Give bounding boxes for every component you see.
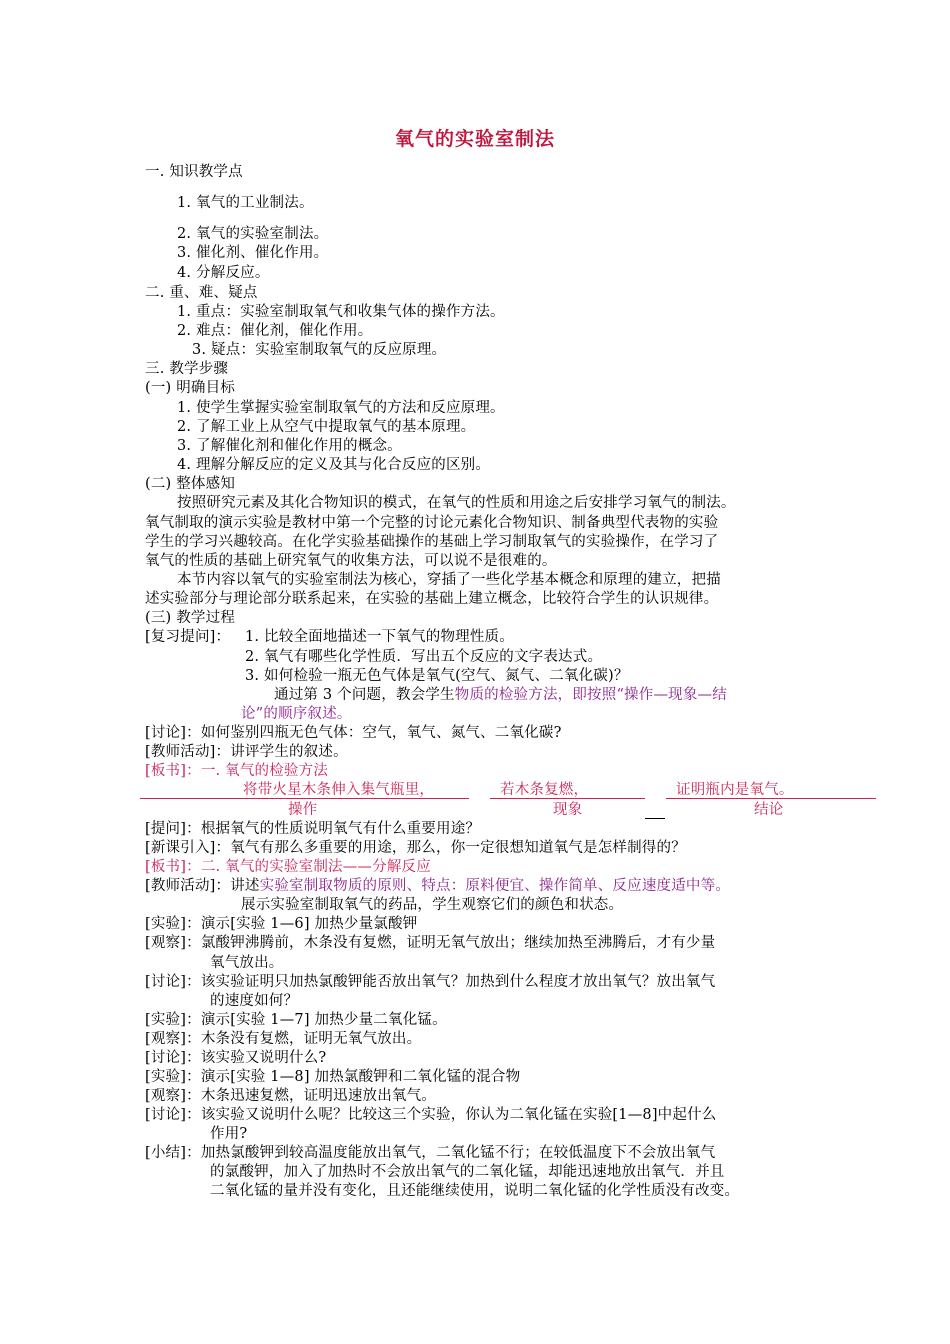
- observation: [观察]：氯酸钾沸腾前，木条没有复燃，证明无氧气放出；继续加热至沸腾后，才有少量: [145, 935, 716, 951]
- board-note-2: [板书]：二. 氧气的实验室制法——分解反应: [145, 859, 431, 875]
- paragraph-line: 本节内容以氧气的实验室制法为核心，穿插了一些化学基本概念和原理的建立，把描: [177, 572, 721, 588]
- section-heading-2: 二. 重、难、疑点: [145, 285, 258, 301]
- discussion: [讨论]：该实验又说明什么呢？比较这三个实验，你认为二氧化锰在实验[1—8]中起什么: [145, 1107, 717, 1123]
- review-item: 3. 如何检验一瓶无色气体是氧气(空气、氮气、二氧化碳)？: [245, 668, 629, 684]
- teacher-prefix: [教师活动]：讲述: [145, 878, 260, 894]
- label-phenomenon: 现象: [553, 802, 583, 818]
- list-item: 3. 疑点：实验室制取氧气的反应原理。: [192, 342, 447, 358]
- experiment: [实验]：演示[实验 1—6] 加热少量氯酸钾: [145, 916, 418, 932]
- test-step-conclusion: 证明瓶内是氧气。: [676, 782, 794, 798]
- method-highlight: 物质的检验方法，即按照“操作—现象—结: [454, 687, 727, 703]
- list-item: 1. 使学生掌握实验室制取氧气的方法和反应原理。: [177, 400, 505, 416]
- list-item: 2. 难点：催化剂，催化作用。: [177, 323, 373, 339]
- section-heading-3: 三. 教学步骤: [145, 361, 229, 377]
- subsection-heading-1: (一) 明确目标: [145, 380, 236, 396]
- short-underline: [645, 818, 665, 819]
- page-title: 氧气的实验室制法: [394, 128, 555, 150]
- discussion: [讨论]：该实验又说明什么?: [145, 1050, 327, 1066]
- paragraph-line: 学生的学习兴趣较高。在化学实验基础操作的基础上学习制取氧气的实验操作，在学习了: [145, 534, 719, 550]
- question: [提问]：根据氧气的性质说明氧气有什么重要用途？: [145, 821, 481, 837]
- method-line: [274, 686, 727, 705]
- board-note-1: [板书]：一. 氧气的检验方法: [145, 763, 329, 779]
- teacher-highlight: 实验室制取物质的原则、特点：原料便宜、操作简单、反应速度适中等。: [259, 878, 731, 894]
- summary-cont: 的氯酸钾，加入了加热时不会放出氧气的二氧化锰，却能迅速地放出氧气．并且: [210, 1164, 725, 1180]
- test-step-phenomenon: 若木条复燃，: [500, 782, 589, 798]
- summary-cont: 二氧化锰的量并没有变化，且还能继续使用，说明二氧化锰的化学性质没有改变。: [210, 1183, 740, 1199]
- subsection-heading-2: (二) 整体感知: [145, 476, 236, 492]
- observation: [观察]：木条迅速复燃，证明迅速放出氧气。: [145, 1088, 437, 1104]
- list-item: 2. 了解工业上从空气中提取氧气的基本原理。: [177, 419, 476, 435]
- review-label: [复习提问]：: [145, 629, 231, 645]
- discussion-cont: 的速度如何？: [210, 993, 299, 1009]
- discussion-cont: 作用?: [210, 1126, 248, 1142]
- observation-cont: 氧气放出。: [210, 955, 284, 971]
- list-item: 3. 了解催化剂和催化作用的概念。: [177, 438, 402, 454]
- list-item: 1. 氧气的工业制法。: [177, 195, 314, 211]
- new-lesson-intro: [新课引入]：氧气有那么多重要的用途，那么，你一定很想知道氧气是怎样制得的？: [145, 840, 686, 856]
- summary: [小结]：加热氯酸钾到较高温度能放出氧气，二氧化锰不行；在较低温度下不会放出氧气: [145, 1145, 716, 1161]
- underline: [666, 798, 876, 799]
- review-item: 2. 氧气有哪些化学性质．写出五个反应的文字表达式。: [245, 649, 603, 665]
- discussion: [讨论]：如何鉴别四瓶无色气体：空气，氧气、氮气、二氧化碳?: [145, 725, 562, 741]
- experiment: [实验]：演示[实验 1—7] 加热少量二氧化锰。: [145, 1012, 447, 1028]
- list-item: 3. 催化剂、催化作用。: [177, 245, 329, 261]
- underline: [140, 798, 469, 799]
- paragraph-line: 按照研究元素及其化合物知识的模式，在氧气的性质和用途之后安排学习氧气的制法。: [177, 495, 736, 511]
- teacher-activity-2-cont: 展示实验室制取氧气的药品，学生观察它们的颜色和状态。: [241, 897, 624, 913]
- experiment: [实验]：演示[实验 1—8] 加热氯酸钾和二氧化锰的混合物: [145, 1069, 521, 1085]
- paragraph-line: 述实验部分与理论部分联系起来，在实验的基础上建立概念，比较符合学生的认识规律。: [145, 591, 719, 607]
- underline: [490, 798, 645, 799]
- observation: [观察]：木条没有复燃，证明无氧气放出。: [145, 1031, 422, 1047]
- list-item: 2. 氧气的实验室制法。: [177, 226, 329, 242]
- list-item: 4. 分解反应。: [177, 265, 270, 281]
- paragraph-line: 氧气的性质的基础上研究氧气的收集方法，可以说不是很难的。: [145, 553, 557, 569]
- label-conclusion: 结论: [754, 802, 784, 818]
- paragraph-line: 氧气制取的演示实验是教材中第一个完整的讨论元素化合物知识、制备典型代表物的实验: [145, 515, 719, 531]
- list-item: 4. 理解分解反应的定义及其与化合反应的区别。: [177, 457, 491, 473]
- teacher-activity: [教师活动]：讲评学生的叙述。: [145, 744, 348, 760]
- review-item: 1. 比较全面地描述一下氧气的物理性质。: [245, 629, 514, 645]
- teacher-activity-2: [145, 877, 730, 896]
- label-operation: 操作: [288, 802, 318, 818]
- subsection-heading-3: (三) 教学过程: [145, 610, 236, 626]
- method-highlight-cont: 论”的顺序叙述。: [241, 706, 352, 722]
- discussion: [讨论]：该实验证明只加热氯酸钾能否放出氧气？加热到什么程度才放出氧气？放出氧气: [145, 974, 716, 990]
- section-heading-1: 一. 知识教学点: [145, 164, 243, 180]
- test-step-operation: 将带火星木条伸入集气瓶里，: [243, 782, 435, 798]
- list-item: 1. 重点：实验室制取氧气和收集气体的操作方法。: [177, 304, 505, 320]
- method-prefix: 通过第 3 个问题，教会学生: [274, 687, 455, 703]
